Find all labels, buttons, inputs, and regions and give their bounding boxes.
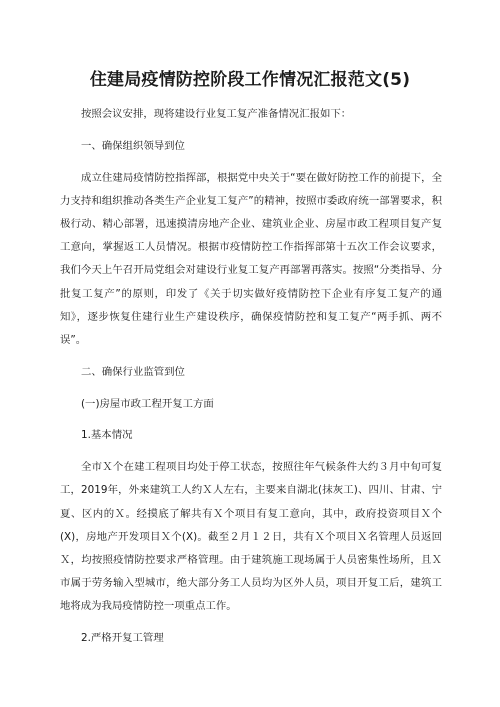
body-paragraph: 全市Ｘ个在建工程项目均处于停工状态，按照往年气候条件大约３月中旬可复工，2019年，外来建筑工人约Ｘ人左右，主要来自湖北(抹灰工)、四川、甘肃、宁夏、区内的Ｘ。经摸底了解共有Ｘ个项目有复工意向，其中，政府投资项目Ｘ个(X)，房地产开发项目Ｘ个(X)。截至２月１２日，共有Ｘ个项目Ｘ名管理人员返回Ｘ，均按照疫情防控要求严格管理。由于建筑施工现场属于人员密集性场所，且Ｘ市属于劳务输入型城市，绝大部分务工人员均为区外人员，项目开复工后，建筑工地将成为我局疫情防控一项重点工作。 <box>60 461 442 613</box>
subsection-heading: (一)房屋市政工程开复工方面 <box>81 397 214 410</box>
item-heading-1: 1.基本情况 <box>81 429 133 442</box>
document-body <box>60 103 442 659</box>
section-heading-1: 一、确保组织领导到位 <box>81 139 185 152</box>
intro-paragraph: 按照会议安排，现将建设行业复工复产准备情况汇报如下： <box>81 108 352 120</box>
document-title: 住建局疫情防控阶段工作情况汇报范文(5) <box>89 70 411 90</box>
section-heading-2: 二、确保行业监管到位 <box>81 365 185 378</box>
body-paragraph: 成立住建局疫情防控指挥部，根据党中央关于“要在做好防控工作的前提下，全力支持和组织推动各类生产企业复工复产”的精神，按照市委政府统一部署要求，积极行动、精心部署，迅速摸清房地产企业、建筑业企业、房屋市政工程项目复产复工意向，掌握返工人员情况。根据市疫情防控工作指挥部第十五次工作会议要求，我们今天上午召开局党组会对建设行业复工复产再部署再落实。按照“分类指导、分批复工复产”的原则，印发了《关于切实做好疫情防控下企业有序复工复产的通知》，逐步恢复住建行业生产建设秩序，确保疫情防控和复工复产“两手抓、两不误”。 <box>60 171 442 347</box>
item-heading-2: 2.严格开复工管理 <box>81 632 164 645</box>
